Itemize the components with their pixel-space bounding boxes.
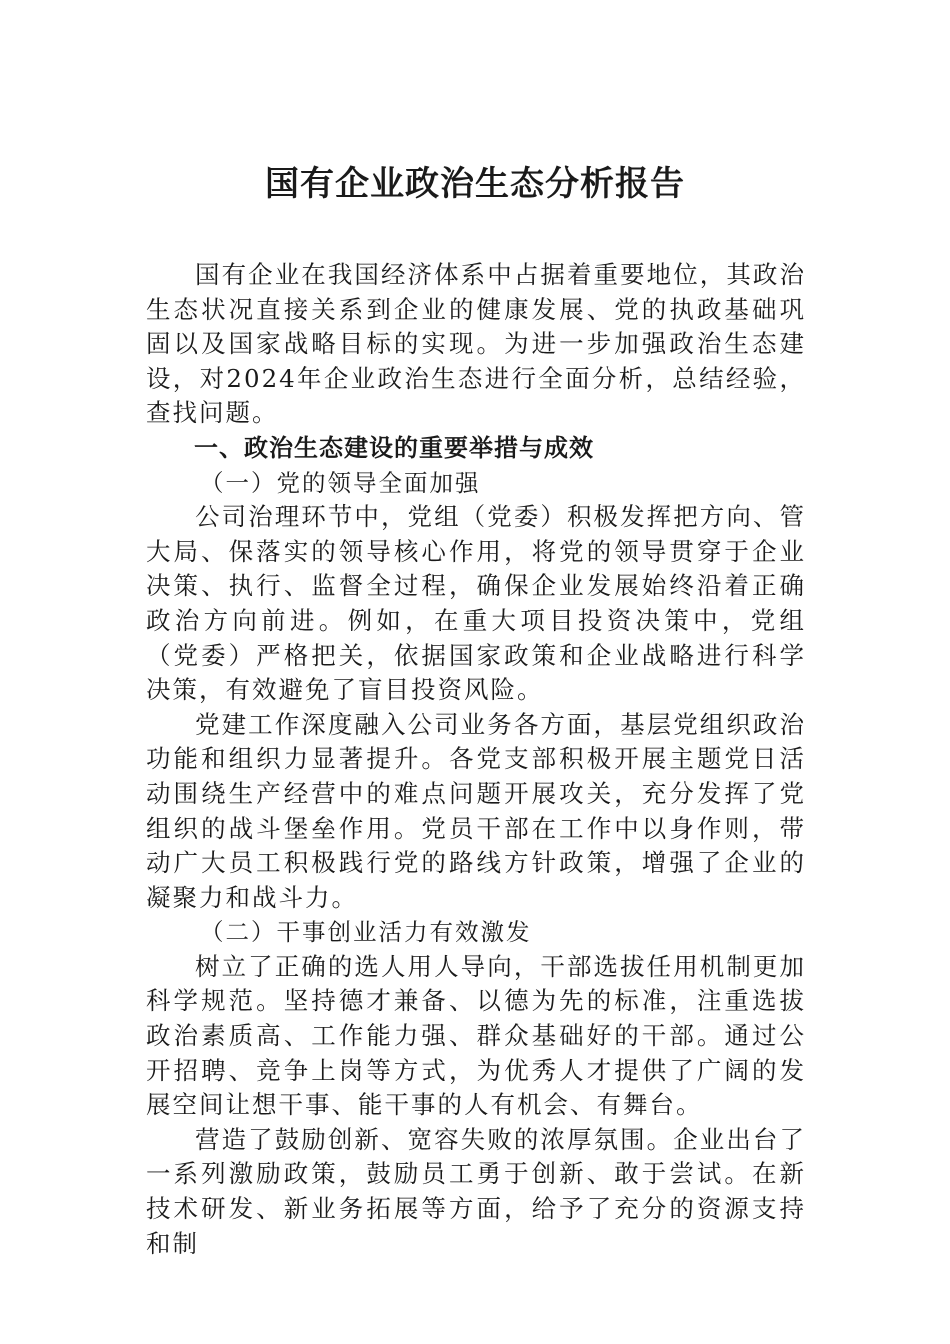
paragraph: 营造了鼓励创新、宽容失败的浓厚氛围。企业出台了一系列激励政策，鼓励员工勇于创新、敢于尝试。在新技术研发、新业务拓展等方面，给予了充分的资源支持和制 (146, 1124, 806, 1258)
document-body (146, 258, 806, 1261)
paragraph: 党建工作深度融入公司业务各方面，基层党组织政治功能和组织力显著提升。各党支部积极开展主题党日活动围绕生产经营中的难点问题开展攻关，充分发挥了党组织的战斗堡垒作用。党员干部在工作中以身作则，带动广大员工积极践行党的路线方针政策，增强了企业的凝聚力和战斗力。 (146, 709, 806, 912)
paragraph: 树立了正确的选人用人导向，干部选拔任用机制更加科学规范。坚持德才兼备、以德为先的标准，注重选拔政治素质高、工作能力强、群众基础好的干部。通过公开招聘、竞争上岗等方式，为优秀人才提供了广阔的发展空间让想干事、能干事的人有机会、有舞台。 (146, 951, 806, 1120)
section-heading: 一、政治生态建设的重要举措与成效 (194, 433, 594, 462)
document-title: 国有企业政治生态分析报告 (265, 164, 685, 204)
intro-paragraph: 国有企业在我国经济体系中占据着重要地位，其政治生态状况直接关系到企业的健康发展、党的执政基础巩固以及国家战略目标的实现。为进一步加强政治生态建设，对2024年企业政治生态进行全面分析，总结经验，查找问题。 (146, 260, 806, 428)
paragraph: 公司治理环节中，党组（党委）积极发挥把方向、管大局、保落实的领导核心作用，将党的领导贯穿于企业决策、执行、监督全过程，确保企业发展始终沿着正确政治方向前进。例如，在重大项目投资决策中，党组（党委）严格把关，依据国家政策和企业战略进行科学决策，有效避免了盲目投资风险。 (146, 502, 806, 705)
subsection-heading: （一）党的领导全面加强 (200, 468, 481, 497)
subsection-heading: （二）干事创业活力有效激发 (200, 918, 532, 947)
